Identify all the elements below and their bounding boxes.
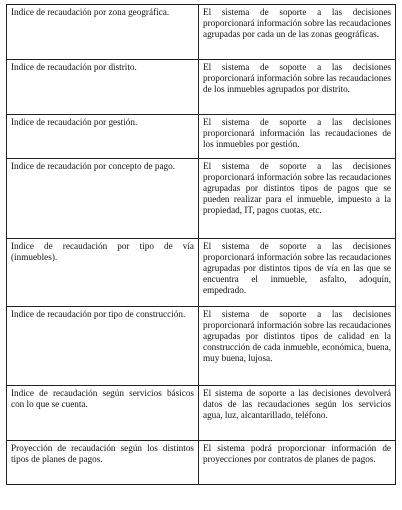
indicator-cell: Indice de recaudación por concepto de pago. xyxy=(7,159,199,239)
description-cell: El sistema podrá proporcionar información de proyecciones por contratos de planes de pagos. xyxy=(199,441,396,485)
indicator-cell: Indice de recaudación por gestión. xyxy=(7,115,199,159)
table-row xyxy=(7,307,396,386)
description-cell: El sistema de soporte a las decisiones proporcionará información sobre las recaudaciones agrupadas por cada un de las zonas geográficas. xyxy=(199,5,396,60)
description-cell: El sistema de soporte a las decisiones proporcionará información sobre las recaudaciones de los inmuebles agrupados por distrito. xyxy=(199,60,396,115)
description-cell: El sistema de soporte a las decisiones proporcionará información sobre las recaudaciones agrupadas por distintos tipos de vía en las que se encuentra el inmueble, asfalto, adoquín, empedrado. xyxy=(199,239,396,307)
indicator-cell: Indice de recaudación según servicios básicos con lo que se cuenta. xyxy=(7,386,199,441)
table-row xyxy=(7,239,396,307)
description-cell: El sistema de soporte a las decisiones proporcionará información las recaudaciones de los inmuebles por gestión. xyxy=(199,115,396,159)
table-row xyxy=(7,159,396,239)
indicator-cell: Indice de recaudación por distrito. xyxy=(7,60,199,115)
indicator-cell: Indice de recaudación por tipo de construcción. xyxy=(7,307,199,386)
table-row xyxy=(7,441,396,485)
indicator-cell: Proyección de recaudación según los distintos tipos de planes de pagos. xyxy=(7,441,199,485)
table-row xyxy=(7,115,396,159)
table-row xyxy=(7,386,396,441)
description-cell: El sistema de soporte a las decisiones devolverá datos de las recaudaciones según los servicios agua, luz, alcantarillado, teléfono. xyxy=(199,386,396,441)
indicator-cell: Indice de recaudación por zona geográfica. xyxy=(7,5,199,60)
indicator-cell: Indice de recaudación por tipo de vía (inmuebles). xyxy=(7,239,199,307)
table-row xyxy=(7,60,396,115)
table-row xyxy=(7,5,396,60)
description-cell: El sistema de soporte a las decisiones proporcionará información sobre las recaudaciones agrupadas por distintos tipos de calidad en la construcción de cada inmueble, económica, buena, muy buena, lujosa. xyxy=(199,307,396,386)
description-cell: El sistema de soporte a las decisiones proporcionará información sobre las recaudaciones agrupadas por distintos tipos de pagos que se pueden realizar para el inmueble, impuesto a la propiedad, IT, pagos cuotas, etc. xyxy=(199,159,396,239)
requirements-table xyxy=(6,4,396,485)
